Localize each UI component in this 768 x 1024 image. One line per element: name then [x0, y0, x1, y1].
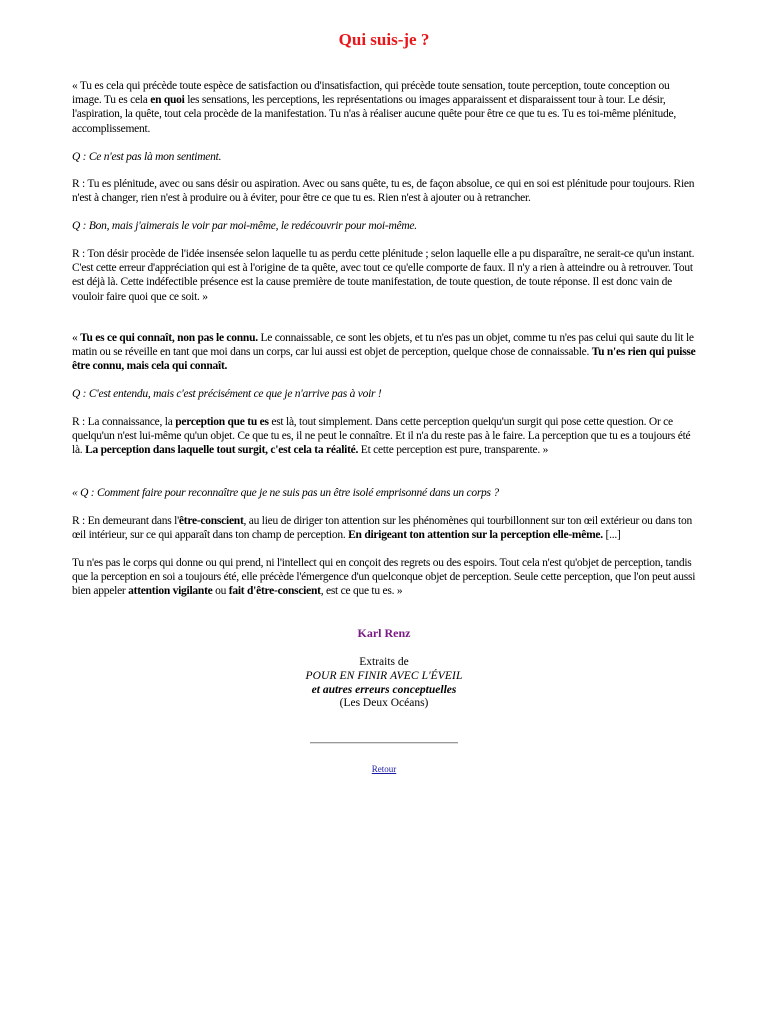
paragraph-connu	[72, 331, 698, 374]
book-title: POUR EN FINIR AVEC L'ÉVEIL	[305, 669, 463, 682]
emphasis: perception que tu es	[175, 416, 269, 428]
text-span: Le connaissable, ce sont les objets, et tu n'es pas un objet, comme tu n'es pas celui qui saute du lit le matin ou se réveille en tant que moi dans un corps, car lui aussi est objet de perception, quelque chose de connaissable.	[72, 332, 694, 359]
citation	[0, 656, 768, 711]
answer-2: R : Ton désir procède de l'idée insensée selon laquelle tu as perdu cette plénitude ; selon laquelle elle a pu disparaître, ne serait-ce qu'un instant. C'est cette erreur d'appréciation qui est à l'origine de ta quête, avec tout ce qu'elle comporte de faux. Il n'y a rien à atteindre ou à retrouver. Tout est déjà là. Cette indéfectible présence est la cause première de toute manifestation, de toute question, de toute réponse. Il est donc vain de vouloir faire quoi que ce soit. »	[72, 248, 695, 303]
text-span: , au lieu de diriger ton attention sur les phénomènes qui tourbillonnent sur ton œil extérieur ou dans ton œil intérieur, sur ce qui apparaît dans ton champ de perception.	[72, 515, 692, 542]
answer-4	[72, 514, 698, 542]
paragraph-perception	[72, 556, 698, 599]
text-span: R : En demeurant dans l'	[72, 515, 179, 527]
text-span: [...]	[602, 529, 621, 542]
text-span: ou	[212, 585, 229, 598]
emphasis: fait d'être-conscient	[228, 585, 321, 598]
emphasis: En dirigeant ton attention sur la perception elle-même.	[348, 529, 603, 542]
horizontal-rule	[310, 742, 458, 744]
text-span: les sensations, les perceptions, les représentations ou images apparaissent et disparaissent tour à tour. Le désir, l'aspiration, la quête, tout cela procède de la manifestation. Tu n'as à réaliser aucune quête pour être ce que tu es. Tu es toi-même plénitude, accomplissement.	[72, 94, 676, 135]
publisher: (Les Deux Océans)	[339, 697, 429, 710]
retour-container	[0, 764, 768, 774]
citation-intro: Extraits de	[359, 656, 409, 668]
emphasis: La perception dans laquelle tout surgit, c'est cela ta réalité.	[85, 444, 359, 457]
emphasis: être-conscient	[178, 515, 244, 527]
retour-link[interactable]: Retour	[371, 764, 397, 774]
page-title: Qui suis-je ?	[338, 30, 430, 49]
paragraph-intro	[72, 79, 698, 136]
question-3: Q : C'est entendu, mais c'est précisément ce que je n'arrive pas à voir !	[72, 388, 382, 400]
answer-1: R : Tu es plénitude, avec ou sans désir ou aspiration. Avec ou sans quête, tu es, de façon absolue, ce qui en soi est plénitude pour toujours. Rien n'est à changer, rien n'est à produire ou à éviter, pour être ce que tu es. Rien n'est à ajouter ou à retrancher.	[72, 178, 695, 205]
text-span: Et cette perception est pure, transparente. »	[358, 444, 549, 457]
emphasis: Tu n'es rien qui puisse être connu, mais cela qui connaît.	[72, 346, 696, 373]
question-4: « Q : Comment faire pour reconnaître que je ne suis pas un être isolé emprisonné dans un corps ?	[72, 487, 499, 499]
text-span: , est ce que tu es. »	[320, 585, 403, 598]
question-2: Q : Bon, mais j'aimerais le voir par moi-même, le redécouvrir pour moi-même.	[72, 220, 417, 232]
text-span: Tu n'es pas le corps qui donne ou qui prend, ni l'intellect qui en conçoit des regrets ou des espoirs. Tout cela n'est qu'objet de perception, tandis que la perception en soi a toujours été, elle précède l'émergence d'un quelconque objet de perception. Seule cette perception, que l'on peut aussi bien appeler	[72, 557, 696, 598]
answer-3	[72, 415, 698, 458]
text-span: est là, tout simplement. Dans cette perception quelqu'un surgit qui pose cette question. Or ce quelqu'un n'est lui-même qu'un objet. Ce que tu es, il ne peut le connaître. Et il n'a du reste pas à le faire. La perception que tu es a toujours été là.	[72, 416, 691, 457]
emphasis: attention vigilante	[128, 585, 213, 598]
question-1: Q : Ce n'est pas là mon sentiment.	[72, 151, 222, 163]
text-span: «	[72, 332, 81, 344]
author-name: Karl Renz	[357, 626, 411, 640]
emphasis: en quoi	[150, 94, 185, 107]
emphasis: Tu es ce qui connaît, non pas le connu.	[80, 332, 258, 344]
text-span: « Tu es cela qui précède toute espèce de satisfaction ou d'insatisfaction, qui précède toute sensation, toute perception, toute conception ou image. Tu es cela	[72, 80, 670, 107]
book-subtitle: et autres erreurs conceptuelles	[311, 683, 457, 696]
text-span: R : La connaissance, la	[72, 416, 176, 428]
